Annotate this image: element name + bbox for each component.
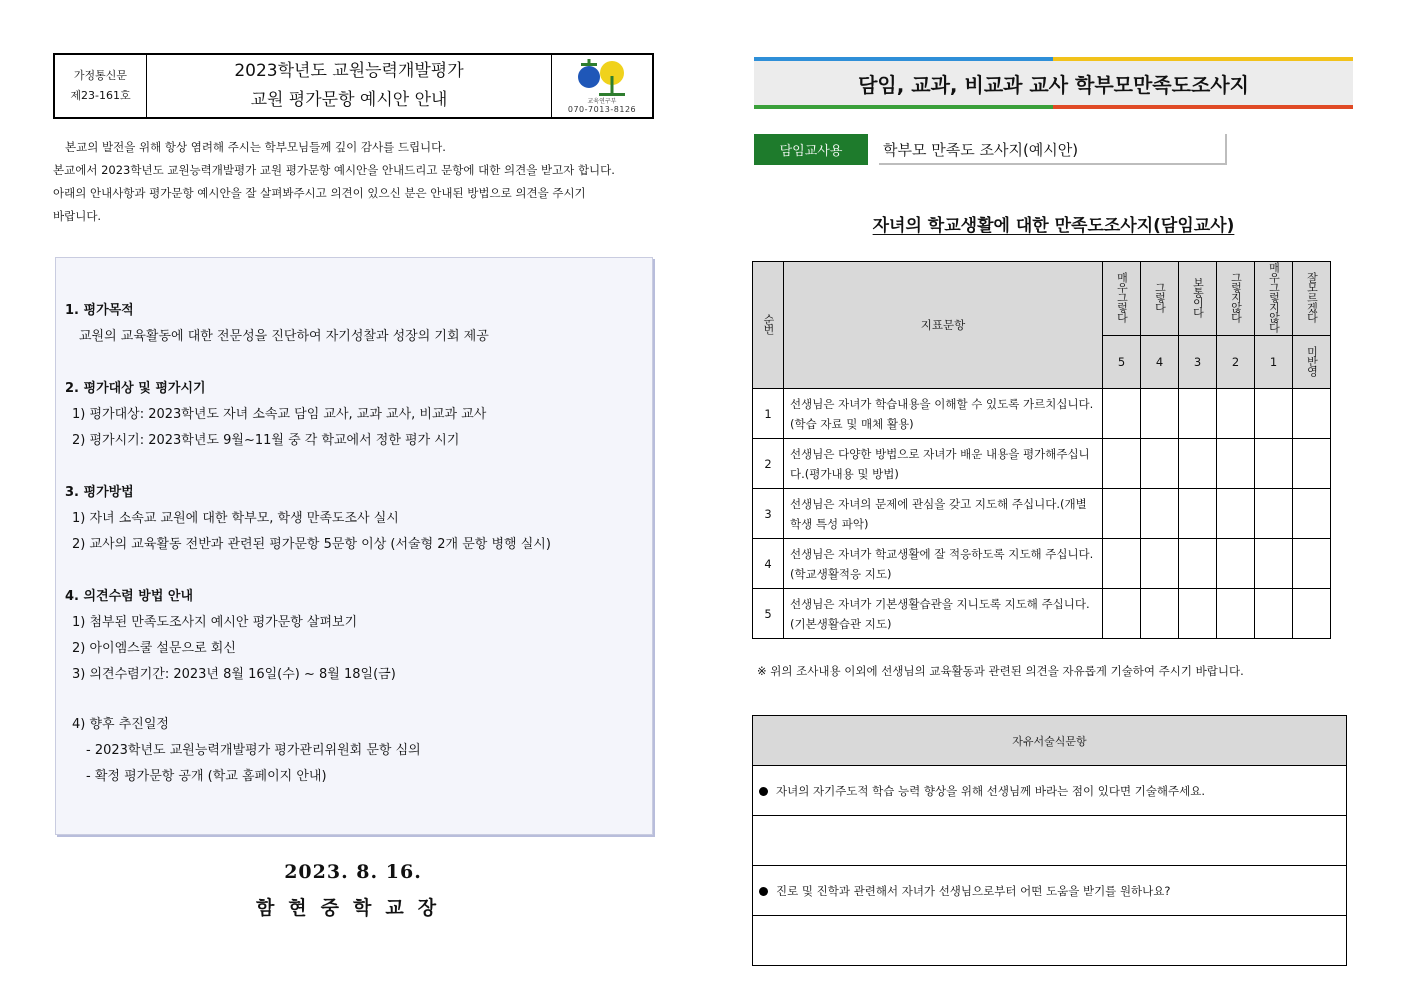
section-heading: 2. 평가대상 및 평가시기	[65, 381, 206, 396]
free-question-row	[753, 866, 1347, 916]
satisfaction-table	[752, 261, 1331, 639]
table-row	[753, 539, 1331, 589]
section-method	[65, 480, 652, 558]
scale-label: 보통이다	[1179, 262, 1217, 336]
banner-bar-yellow	[1053, 57, 1353, 61]
section-line: - 확정 평가문항 공개 (학교 홈페이지 안내)	[86, 769, 327, 784]
rating-cell-1[interactable]	[1255, 489, 1293, 539]
rating-cell-5[interactable]	[1103, 539, 1141, 589]
bullet-icon	[759, 887, 768, 896]
row-number: 4	[753, 539, 784, 589]
rating-cell-4[interactable]	[1141, 489, 1179, 539]
rating-cell-unknown[interactable]	[1293, 539, 1331, 589]
intro-line: 아래의 안내사항과 평가문항 예시안을 잘 살펴봐주시고 의견이 있으신 분은 안내된 방법으로 의견을 주시기	[53, 186, 586, 200]
rating-cell-3[interactable]	[1179, 389, 1217, 439]
row-question: 선생님은 자녀가 학교생활에 잘 적응하도록 지도해 주십니다.(학교생활적응 지도)	[784, 539, 1103, 589]
rating-cell-2[interactable]	[1217, 589, 1255, 639]
rating-cell-2[interactable]	[1217, 489, 1255, 539]
notice-title	[147, 55, 552, 117]
principal-signature: 함현중학교장	[255, 897, 451, 919]
rating-cell-2[interactable]	[1217, 389, 1255, 439]
free-answer-row	[753, 816, 1347, 866]
scale-score: 5	[1103, 336, 1141, 389]
comment-note: ※ 위의 조사내용 이외에 선생님의 교육활동과 관련된 의견을 자유롭게 기술하여 주시기 바랍니다.	[757, 664, 1244, 678]
intro-text	[53, 136, 653, 228]
free-question-row	[753, 766, 1347, 816]
free-answer-row	[753, 916, 1347, 966]
section-line: 2) 평가시기: 2023학년도 9월~11월 중 각 학교에서 정한 평가 시기	[72, 433, 460, 448]
section-purpose	[65, 298, 652, 350]
column-header-question: 지표문항	[784, 262, 1103, 389]
scale-label: 매우그렇지않다	[1255, 262, 1293, 336]
free-response-header: 자유서술식문항	[753, 716, 1347, 766]
table-row	[753, 489, 1331, 539]
survey-title	[754, 211, 1353, 236]
free-answer-1[interactable]	[753, 816, 1347, 866]
section-feedback	[65, 584, 652, 790]
row-question: 선생님은 자녀가 기본생활습관을 지니도록 지도해 주십니다.(기본생활습관 지도)	[784, 589, 1103, 639]
row-question: 선생님은 자녀가 학습내용을 이해할 수 있도록 가르치십니다.(학습 자료 및 매체 활용)	[784, 389, 1103, 439]
scale-label: 잘모르겠다	[1293, 262, 1331, 336]
rating-cell-3[interactable]	[1179, 489, 1217, 539]
notice-type: 가정통신문	[73, 69, 128, 82]
survey-subtitle: 학부모 만족도 조사지(예시안)	[879, 134, 1227, 165]
row-number: 3	[753, 489, 784, 539]
rating-cell-1[interactable]	[1255, 589, 1293, 639]
section-line: 4) 향후 추진일정	[72, 717, 169, 732]
section-heading: 3. 평가방법	[65, 485, 134, 500]
free-answer-2[interactable]	[753, 916, 1347, 966]
section-line: 3) 의견수렴기간: 2023년 8월 16일(수) ~ 8월 18일(금)	[72, 667, 396, 682]
logo-phone: 070-7013-8126	[567, 105, 637, 114]
free-question-text: 진로 및 진학과 관련해서 자녀가 선생님으로부터 어떤 도움을 받기를 원하나요?	[776, 883, 1171, 898]
table-row	[753, 439, 1331, 489]
section-target	[65, 376, 652, 454]
table-row	[753, 589, 1331, 639]
evaluation-plan-box	[55, 257, 653, 835]
survey-banner	[754, 57, 1353, 109]
survey-title-text: 자녀의 학교생활에 대한 만족도조사지(담임교사)	[872, 216, 1235, 236]
section-line: 1) 자녀 소속교 교원에 대한 학부모, 학생 만족도조사 실시	[72, 511, 399, 526]
rating-cell-3[interactable]	[1179, 539, 1217, 589]
rating-cell-2[interactable]	[1217, 539, 1255, 589]
rating-cell-1[interactable]	[1255, 389, 1293, 439]
intro-line: 본교에서 2023학년도 교원능력개발평가 교원 평가문항 예시안을 안내드리고 문항에 대한 의견을 받고자 합니다.	[53, 163, 615, 177]
scale-label: 그렇지않다	[1217, 262, 1255, 336]
rating-cell-unknown[interactable]	[1293, 389, 1331, 439]
logo-department: 교육연구부	[587, 98, 617, 105]
department-logo	[552, 55, 652, 117]
row-number: 1	[753, 389, 784, 439]
rating-cell-unknown[interactable]	[1293, 589, 1331, 639]
notice-id: 제23-161호	[70, 89, 131, 102]
scale-score: 미반영	[1293, 336, 1331, 389]
intro-line: 본교의 발전을 위해 항상 염려해 주시는 학부모님들께 깊이 감사를 드립니다.	[65, 140, 446, 154]
section-line: 교원의 교육활동에 대한 전문성을 진단하여 자기성찰과 성장의 기회 제공	[79, 329, 489, 344]
rating-cell-3[interactable]	[1179, 439, 1217, 489]
rating-cell-4[interactable]	[1141, 439, 1179, 489]
scale-score: 3	[1179, 336, 1217, 389]
column-header-number: 순번	[753, 262, 784, 389]
issue-date: 2023. 8. 16.	[284, 861, 422, 883]
free-response-table	[752, 715, 1347, 966]
scale-score: 2	[1217, 336, 1255, 389]
table-header-row	[753, 262, 1331, 336]
banner-bar-red	[1053, 105, 1353, 109]
school-logo-icon	[577, 58, 627, 96]
row-number: 5	[753, 589, 784, 639]
section-heading: 4. 의견수렴 방법 안내	[65, 589, 194, 604]
notice-number	[55, 55, 147, 117]
rating-cell-5[interactable]	[1103, 589, 1141, 639]
table-row	[753, 389, 1331, 439]
bullet-icon	[759, 787, 768, 796]
section-line: 1) 첨부된 만족도조사지 예시안 평가문항 살펴보기	[72, 615, 358, 630]
notice-title-line2: 교원 평가문항 예시안 안내	[250, 90, 448, 110]
rating-cell-unknown[interactable]	[1293, 439, 1331, 489]
survey-banner-title: 담임, 교과, 비교과 교사 학부모만족도조사지	[858, 73, 1249, 97]
section-line: 2) 아이엠스쿨 설문으로 회신	[72, 641, 236, 656]
section-line: 2) 교사의 교육활동 전반과 관련된 평가문항 5문항 이상 (서술형 2개 문항 병행 실시)	[72, 537, 551, 552]
section-line: 1) 평가대상: 2023학년도 자녀 소속교 담임 교사, 교과 교사, 비교과 교사	[72, 407, 487, 422]
row-number: 2	[753, 439, 784, 489]
rating-cell-1[interactable]	[1255, 439, 1293, 489]
scale-label: 매우그렇다	[1103, 262, 1141, 336]
banner-bar-blue	[754, 57, 1053, 61]
banner-bar-green	[754, 105, 1053, 109]
rating-cell-4[interactable]	[1141, 389, 1179, 439]
rating-cell-4[interactable]	[1141, 539, 1179, 589]
rating-cell-5[interactable]	[1103, 439, 1141, 489]
rating-cell-1[interactable]	[1255, 539, 1293, 589]
section-line: - 2023학년도 교원능력개발평가 평가관리위원회 문항 심의	[86, 743, 421, 758]
notice-title-line1: 2023학년도 교원능력개발평가	[234, 61, 464, 81]
free-question-2	[753, 866, 1347, 916]
rating-cell-4[interactable]	[1141, 589, 1179, 639]
free-question-text: 자녀의 자기주도적 학습 능력 향상을 위해 선생님께 바라는 점이 있다면 기술해주세요.	[776, 783, 1206, 798]
notice-header	[53, 53, 654, 119]
row-question: 선생님은 다양한 방법으로 자녀가 배운 내용을 평가해주십니다.(평가내용 및 방법)	[784, 439, 1103, 489]
spacer	[65, 688, 652, 712]
free-question-1	[753, 766, 1347, 816]
row-question: 선생님은 자녀의 문제에 관심을 갖고 지도해 주십니다.(개별학생 특성 파악)	[784, 489, 1103, 539]
rating-cell-unknown[interactable]	[1293, 489, 1331, 539]
scale-score: 1	[1255, 336, 1293, 389]
scale-score: 4	[1141, 336, 1179, 389]
rating-cell-2[interactable]	[1217, 439, 1255, 489]
section-heading: 1. 평가목적	[65, 303, 134, 318]
rating-cell-3[interactable]	[1179, 589, 1217, 639]
homeroom-badge: 담임교사용	[754, 134, 868, 165]
rating-cell-5[interactable]	[1103, 389, 1141, 439]
free-header-row	[753, 716, 1347, 766]
scale-label: 그렇다	[1141, 262, 1179, 336]
rating-cell-5[interactable]	[1103, 489, 1141, 539]
intro-line: 바랍니다.	[53, 209, 102, 223]
